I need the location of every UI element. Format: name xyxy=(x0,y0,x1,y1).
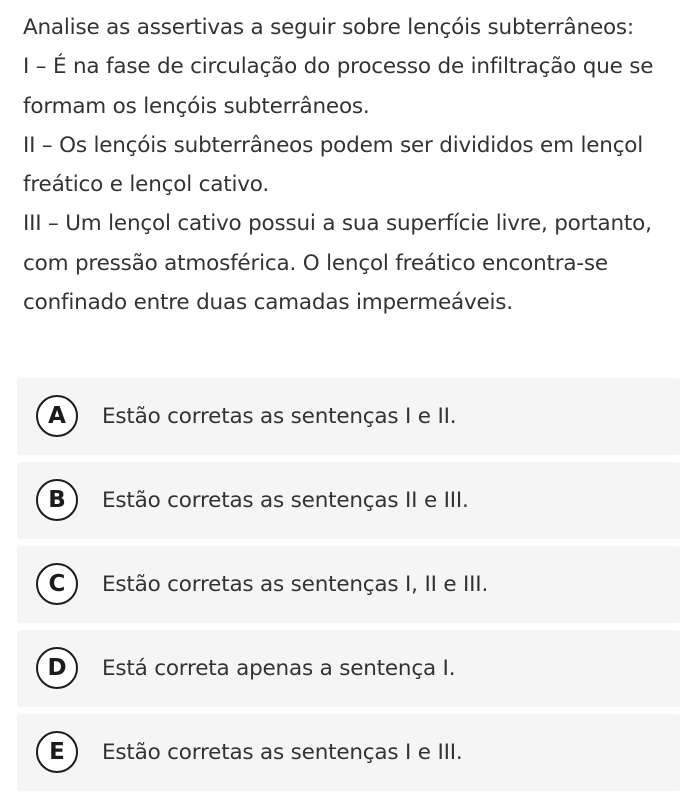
statement-1: I – É na fase de circulação do processo de infiltração que se formam os lençóis subterrâneos. xyxy=(23,54,654,119)
option-b[interactable] xyxy=(17,462,680,539)
option-e[interactable] xyxy=(17,714,680,791)
answer-options xyxy=(17,378,680,798)
option-letter-badge: B xyxy=(36,479,78,521)
question-intro: Analise as assertivas a seguir sobre lençóis subterrâneos: xyxy=(23,15,634,40)
option-letter-badge: E xyxy=(36,731,78,773)
option-c[interactable] xyxy=(17,546,680,623)
option-text: Estão corretas as sentenças I e III. xyxy=(102,740,463,765)
statement-3: III – Um lençol cativo possui a sua superfície livre, portanto, com pressão atmosférica. O lençol freático encontra-se confinado entre duas camadas impermeáveis. xyxy=(23,211,652,316)
option-letter-badge: C xyxy=(36,563,78,605)
option-text: Estão corretas as sentenças I, II e III. xyxy=(102,572,489,597)
statement-2: II – Os lençóis subterrâneos podem ser divididos em lençol freático e lençol cativo. xyxy=(23,132,644,198)
option-d[interactable] xyxy=(17,630,680,707)
option-letter-badge: D xyxy=(36,647,78,689)
option-text: Estão corretas as sentenças II e III. xyxy=(102,488,469,513)
option-text: Estão corretas as sentenças I e II. xyxy=(102,404,457,429)
option-a[interactable] xyxy=(17,378,680,455)
option-text: Está correta apenas a sentença I. xyxy=(102,656,456,681)
question-text xyxy=(23,8,683,322)
option-letter-badge: A xyxy=(36,395,78,437)
